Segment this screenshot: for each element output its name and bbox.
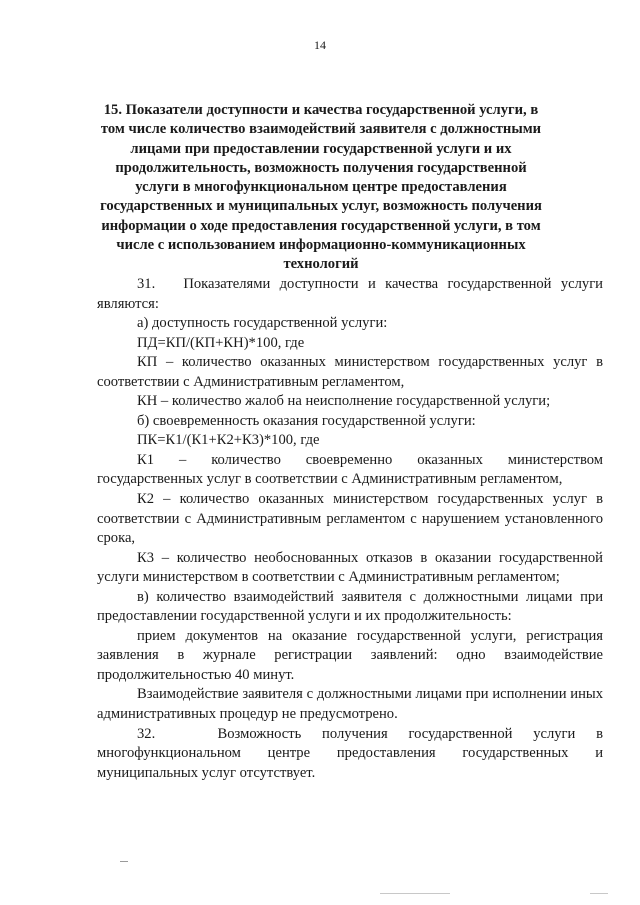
paragraph-interaction-note: Взаимодействие заявителя с должностными лицами при исполнении иных административных процедур не предусмотрено. [97, 686, 603, 723]
formula-pd: ПД=КП/(КП+КН)*100, где [137, 334, 305, 351]
definition-k3: К3 – количество необоснованных отказов в оказании государственной услуги министерством в соответствии с Административным регламентом; [97, 549, 603, 586]
section-heading: 15. Показатели доступности и качества государственной услуги, в том числе количество взаимодействий заявителя с должностными лицами при предоставлении государственной услуги и их продолжительность, возможность получения государственной услуги в многофункциональном центре предоставления государственных и муниципальных услуг, возможность получения информации о ходе предоставления государственной услуги, в том числе с использованием информационно-коммуникационных технологий [100, 102, 542, 273]
paragraph-31: 31. Показателями доступности и качества государственной услуги являются: [97, 276, 603, 312]
definition-kn: КН – количество жалоб на неисполнение государственной услуги; [137, 393, 551, 410]
paragraph-32: 32. Возможность получения государственной услуги в многофункциональном центре предоставления государственных и муниципальных услуг отсутствует. [97, 725, 603, 781]
definition-kp: КП – количество оказанных министерством государственных услуг в соответствии с Административным регламентом, [97, 354, 603, 390]
definition-k1: К1 – количество своевременно оказанных министерством государственных услуг в соответствии с Административным регламентом, [97, 451, 603, 488]
item-b-timeliness: б) своевременность оказания государственной услуги: [137, 412, 476, 429]
formula-pk: ПК=К1/(К1+К2+К3)*100, где [137, 432, 320, 449]
scan-artifact-line [590, 893, 608, 894]
page-number: 14 [314, 38, 326, 52]
definition-k2: К2 – количество оказанных министерством государственных услуг в соответствии с Административным регламентом с нарушением установленного срока, [97, 491, 603, 547]
paragraph-document-reception: прием документов на оказание государственной услуги, регистрация заявления в журнале регистрации заявлений: одно взаимодействие продолжительностью 40 минут. [97, 627, 603, 683]
item-a-availability: а) доступность государственной услуги: [137, 315, 388, 332]
item-v-interactions: в) количество взаимодействий заявителя с должностными лицами при предоставлении государственной услуги и их продолжительность: [97, 588, 603, 625]
document-body [97, 275, 603, 783]
scan-artifact-line [120, 861, 128, 862]
scan-artifact-line [380, 893, 450, 894]
